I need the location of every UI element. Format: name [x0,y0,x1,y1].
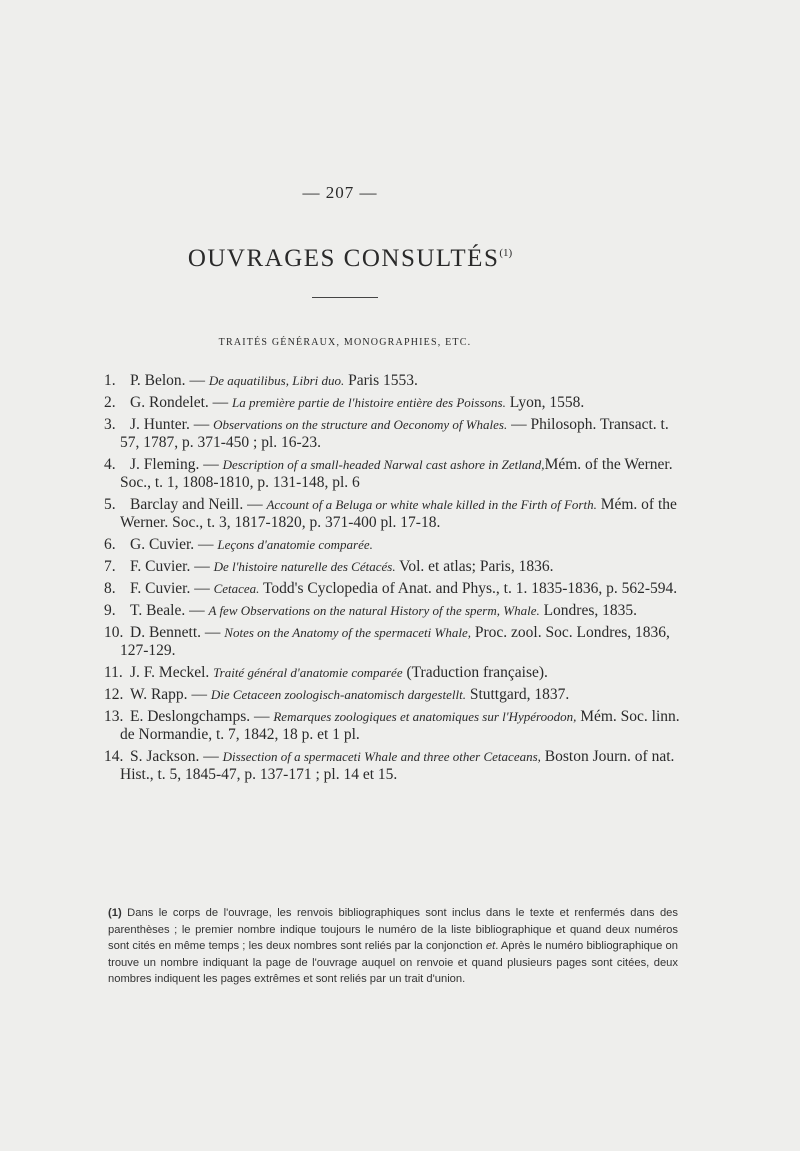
reference-work: Traité général d'anatomie comparée [213,665,403,680]
reference-details: Vol. et atlas; Paris, 1836. [395,558,554,575]
reference-work: Notes on the Anatomy of the spermaceti Whale, [224,625,471,640]
footnote-mark: (1) [108,907,122,919]
reference-details: Lyon, 1558. [505,394,585,411]
reference-work: La première partie de l'histoire entière des Poissons. [232,395,506,410]
reference-author: W. Rapp. [130,686,188,703]
reference-work: Leçons d'anatomie comparée. [217,537,373,552]
reference-details: (Traduction française). [402,664,548,681]
reference-author: G. Cuvier. [130,536,195,553]
reference-number: 9. [104,602,116,619]
reference-number: 12. [104,686,124,703]
title-footnote-mark: (1) [499,247,513,259]
reference-details: Proc. zool. Soc. Londres, 1836, 127-129. [120,624,670,659]
reference-author: F. Cuvier. [130,580,191,597]
reference-details: Stuttgard, 1837. [465,686,570,703]
reference-details: Mém. of the Werner. Soc., t. 1, 1808-1810, p. 131-148, pl. 6 [120,456,673,491]
reference-item [104,624,686,660]
reference-details: Todd's Cyclopedia of Anat. and Phys., t. 1. 1835-1836, p. 562-594. [259,580,678,597]
reference-work: Dissection of a spermaceti Whale and three other Cetaceans, [222,749,541,764]
reference-work: A few Observations on the natural History of the sperm, Whale. [208,603,540,618]
reference-work: Remarques zoologiques et anatomiques sur l'Hypéroodon, [273,709,577,724]
reference-item [104,536,686,554]
reference-separator: — [190,580,214,597]
footnote-text-start: Dans le corps de l'ouvrage, les renvois bibliographiques sont inclus dans le texte et renfermés dans des parenthèses ; le premier nombre indique toujours le numéro de la liste bibliographique et quand deux numéros sont cités en même temps ; les deux nombres sont reliés par la conjonction [108,907,678,952]
reference-number: 10. [104,624,124,641]
reference-details: Londres, 1835. [539,602,638,619]
reference-number: 1. [104,372,116,389]
reference-details: Mém. of the Werner. Soc., t. 3, 1817-1820, p. 371-400 pl. 17-18. [120,496,677,531]
reference-number: 13. [104,708,124,725]
reference-author: D. Bennett. [130,624,202,641]
reference-author: J. Hunter. [130,416,190,433]
reference-separator: — [250,708,274,725]
footnote [108,905,678,988]
reference-author: Barclay and Neill. [130,496,244,513]
reference-work: Cetacea. [213,581,260,596]
reference-details: Paris 1553. [344,372,418,389]
reference-number: 11. [104,664,123,681]
footnote-text-end: . Après le numéro bibliographique on trouve un nombre indiquant la page de l'ouvrage auquel on renvoie et quand plusieurs pages sont citées, deux nombres indiquent les pages extrêmes et sont reliés par un trait d'union. [108,940,678,985]
reference-number: 8. [104,580,116,597]
reference-item [104,456,686,492]
footnote-emphasis: et [485,940,496,952]
reference-number: 3. [104,416,116,433]
page-title [0,245,700,273]
reference-number: 14. [104,748,124,765]
reference-item [104,664,686,682]
reference-author: E. Deslongchamps. [130,708,251,725]
reference-details: Mém. Soc. linn. de Normandie, t. 7, 1842, 18 p. et 1 pl. [120,708,680,743]
reference-item [104,416,686,452]
reference-work: De l'histoire naturelle des Cétacés. [213,559,396,574]
reference-author: S. Jackson. [130,748,200,765]
reference-item [104,748,686,784]
reference-author: G. Rondelet. [130,394,209,411]
reference-work: De aquatilibus, Libri duo. [208,373,345,388]
reference-separator: — [185,602,209,619]
reference-details: — Philosoph. Transact. t. 57, 1787, p. 371-450 ; pl. 16-23. [120,416,669,451]
reference-number: 4. [104,456,116,473]
reference-work: Die Cetaceen zoologisch-anatomisch dargestellt. [210,687,466,702]
reference-number: 7. [104,558,116,575]
reference-separator: — [194,536,218,553]
reference-separator: — [199,748,223,765]
reference-number: 6. [104,536,116,553]
page-number: — 207 — [302,183,378,202]
reference-work: Observations on the structure and Oeconomy of Whales. [213,417,508,432]
reference-work: Account of a Beluga or white whale killed in the Firth of Forth. [266,497,597,512]
reference-item [104,496,686,532]
reference-author: P. Belon. [130,372,186,389]
reference-separator: — [185,372,209,389]
reference-item [104,686,686,704]
reference-author: J. F. Meckel. [130,664,210,681]
reference-separator: — [243,496,267,513]
reference-separator: — [199,456,223,473]
title-divider [312,297,378,298]
reference-separator: — [201,624,225,641]
reference-item [104,372,586,390]
reference-item [104,602,686,620]
reference-item [104,580,686,598]
section-heading: TRAITÉS GÉNÉRAUX, MONOGRAPHIES, ETC. [218,337,472,348]
reference-number: 2. [104,394,116,411]
reference-details: Boston Journ. of nat. Hist., t. 5, 1845-47, p. 137-171 ; pl. 14 et 15. [120,748,675,783]
reference-separator: — [190,558,214,575]
reference-separator: — [208,394,233,411]
reference-item [104,394,686,412]
reference-separator: — [187,686,211,703]
reference-list [104,372,788,784]
reference-item [104,708,686,744]
reference-work: Description of a small-headed Narwal cast ashore in Zetland, [222,457,545,472]
reference-number: 5. [104,496,116,513]
reference-separator: — [189,416,214,433]
reference-author: T. Beale. [130,602,186,619]
reference-author: F. Cuvier. [130,558,191,575]
reference-author: J. Fleming. [130,456,200,473]
page-title-text: OUVRAGES CONSULTÉS [187,245,500,272]
reference-item [104,558,686,576]
